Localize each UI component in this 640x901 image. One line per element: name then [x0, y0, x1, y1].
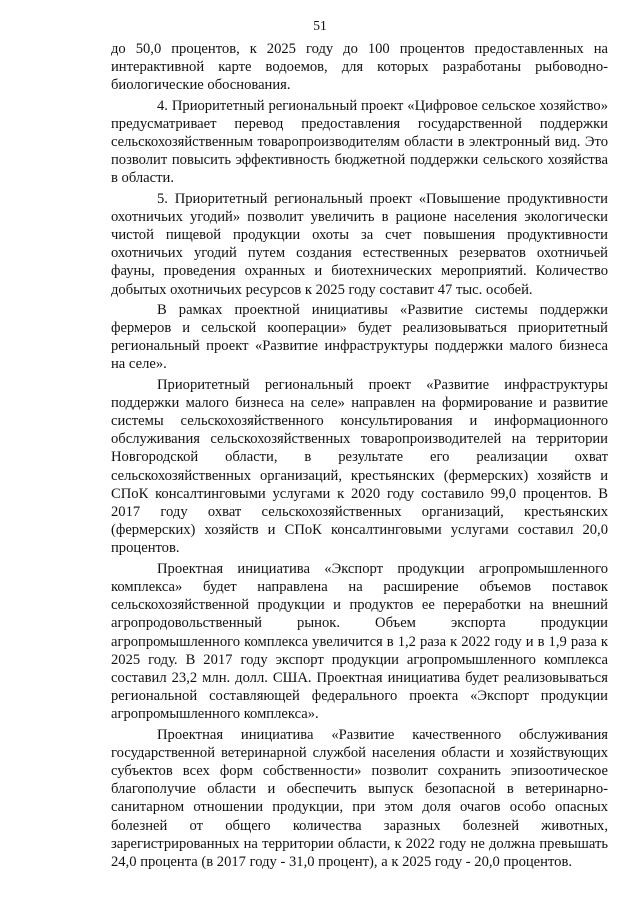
paragraph-farmer-support: В рамках проектной инициативы «Развитие системы поддержки фермеров и сельской кооперации» будет реализовываться приоритетный региональный проект «Развитие инфраструктуры поддержки малого бизнеса на селе».	[111, 301, 608, 373]
paragraph-hunting-grounds: 5. Приоритетный региональный проект «Повышение продуктивности охотничьих угодий» позволит увеличить в рационе населения экологически чистой пищевой продукции охоты за счет повышения продуктивности охотничьих угодий путем создания естественных резерватов охотничьей фауны, проведения охранных и биотехнических мероприятий. Количество добытых охотничьих ресурсов к 2025 году составит 47 тыс. особей.	[111, 190, 608, 298]
paragraph-veterinary-service: Проектная инициатива «Развитие качественного обслуживания государственной ветеринарной службой населения области и хозяйствующих субъектов всех форм собственности» позволит сохранить эпизоотическое благополучие области и обеспечить выпуск безопасной в ветеринарно-санитарном отношении продукции, при этом доля очагов особо опасных болезней от общего количества заразных болезней животных, зарегистрированных на территории области, к 2022 году не должна превышать 24,0 процента (в 2017 году - 31,0 процент), а к 2025 году - 20,0 процентов.	[111, 726, 608, 870]
paragraph-agro-export: Проектная инициатива «Экспорт продукции агропромышленного комплекса» будет направлена на расширение объемов поставок сельскохозяйственной продукции и продуктов ее переработки на внешний агропродовольственный рынок. Объем экспорта продукции агропромышленного комплекса увеличится в 1,2 раза к 2022 году и в 1,9 раза к 2025 году. В 2017 году экспорт продукции агропромышленного комплекса составил 23,2 млн. долл. США. Проектная инициатива будет реализовываться региональной составляющей федерального проекта «Экспорт продукции агропромышленного комплекса».	[111, 560, 608, 723]
paragraph-continuation: до 50,0 процентов, к 2025 году до 100 процентов предоставленных на интерактивной карте водоемов, для которых разработаны рыбоводно-биологические обоснования.	[111, 41, 608, 94]
page-number: 51	[313, 18, 327, 33]
paragraph-digital-agriculture: 4. Приоритетный региональный проект «Цифровое сельское хозяйство» предусматривает перевод предоставления государственной поддержки сельскохозяйственным товаропроизводителям области в электронный вид. Это позволит повысить эффективность бюджетной поддержки сельского хозяйства в области.	[111, 97, 608, 187]
paragraph-rural-business-infrastructure: Приоритетный региональный проект «Развитие инфраструктуры поддержки малого бизнеса на селе» направлен на формирование и развитие системы сельскохозяйственного консультирования и информационного обслуживания сельскохозяйственных товаропроизводителей на территории Новгородской области, в результате его реализации охват сельскохозяйственных организаций, крестьянских (фермерских) хозяйств и СПоК консалтинговыми услугами к 2020 году составило 99,0 процентов. В 2017 году охват сельскохозяйственных организаций, крестьянских (фермерских) хозяйств и СПоК консалтинговыми услугами составил 20,0 процентов.	[111, 376, 608, 557]
document-body	[111, 40, 608, 871]
